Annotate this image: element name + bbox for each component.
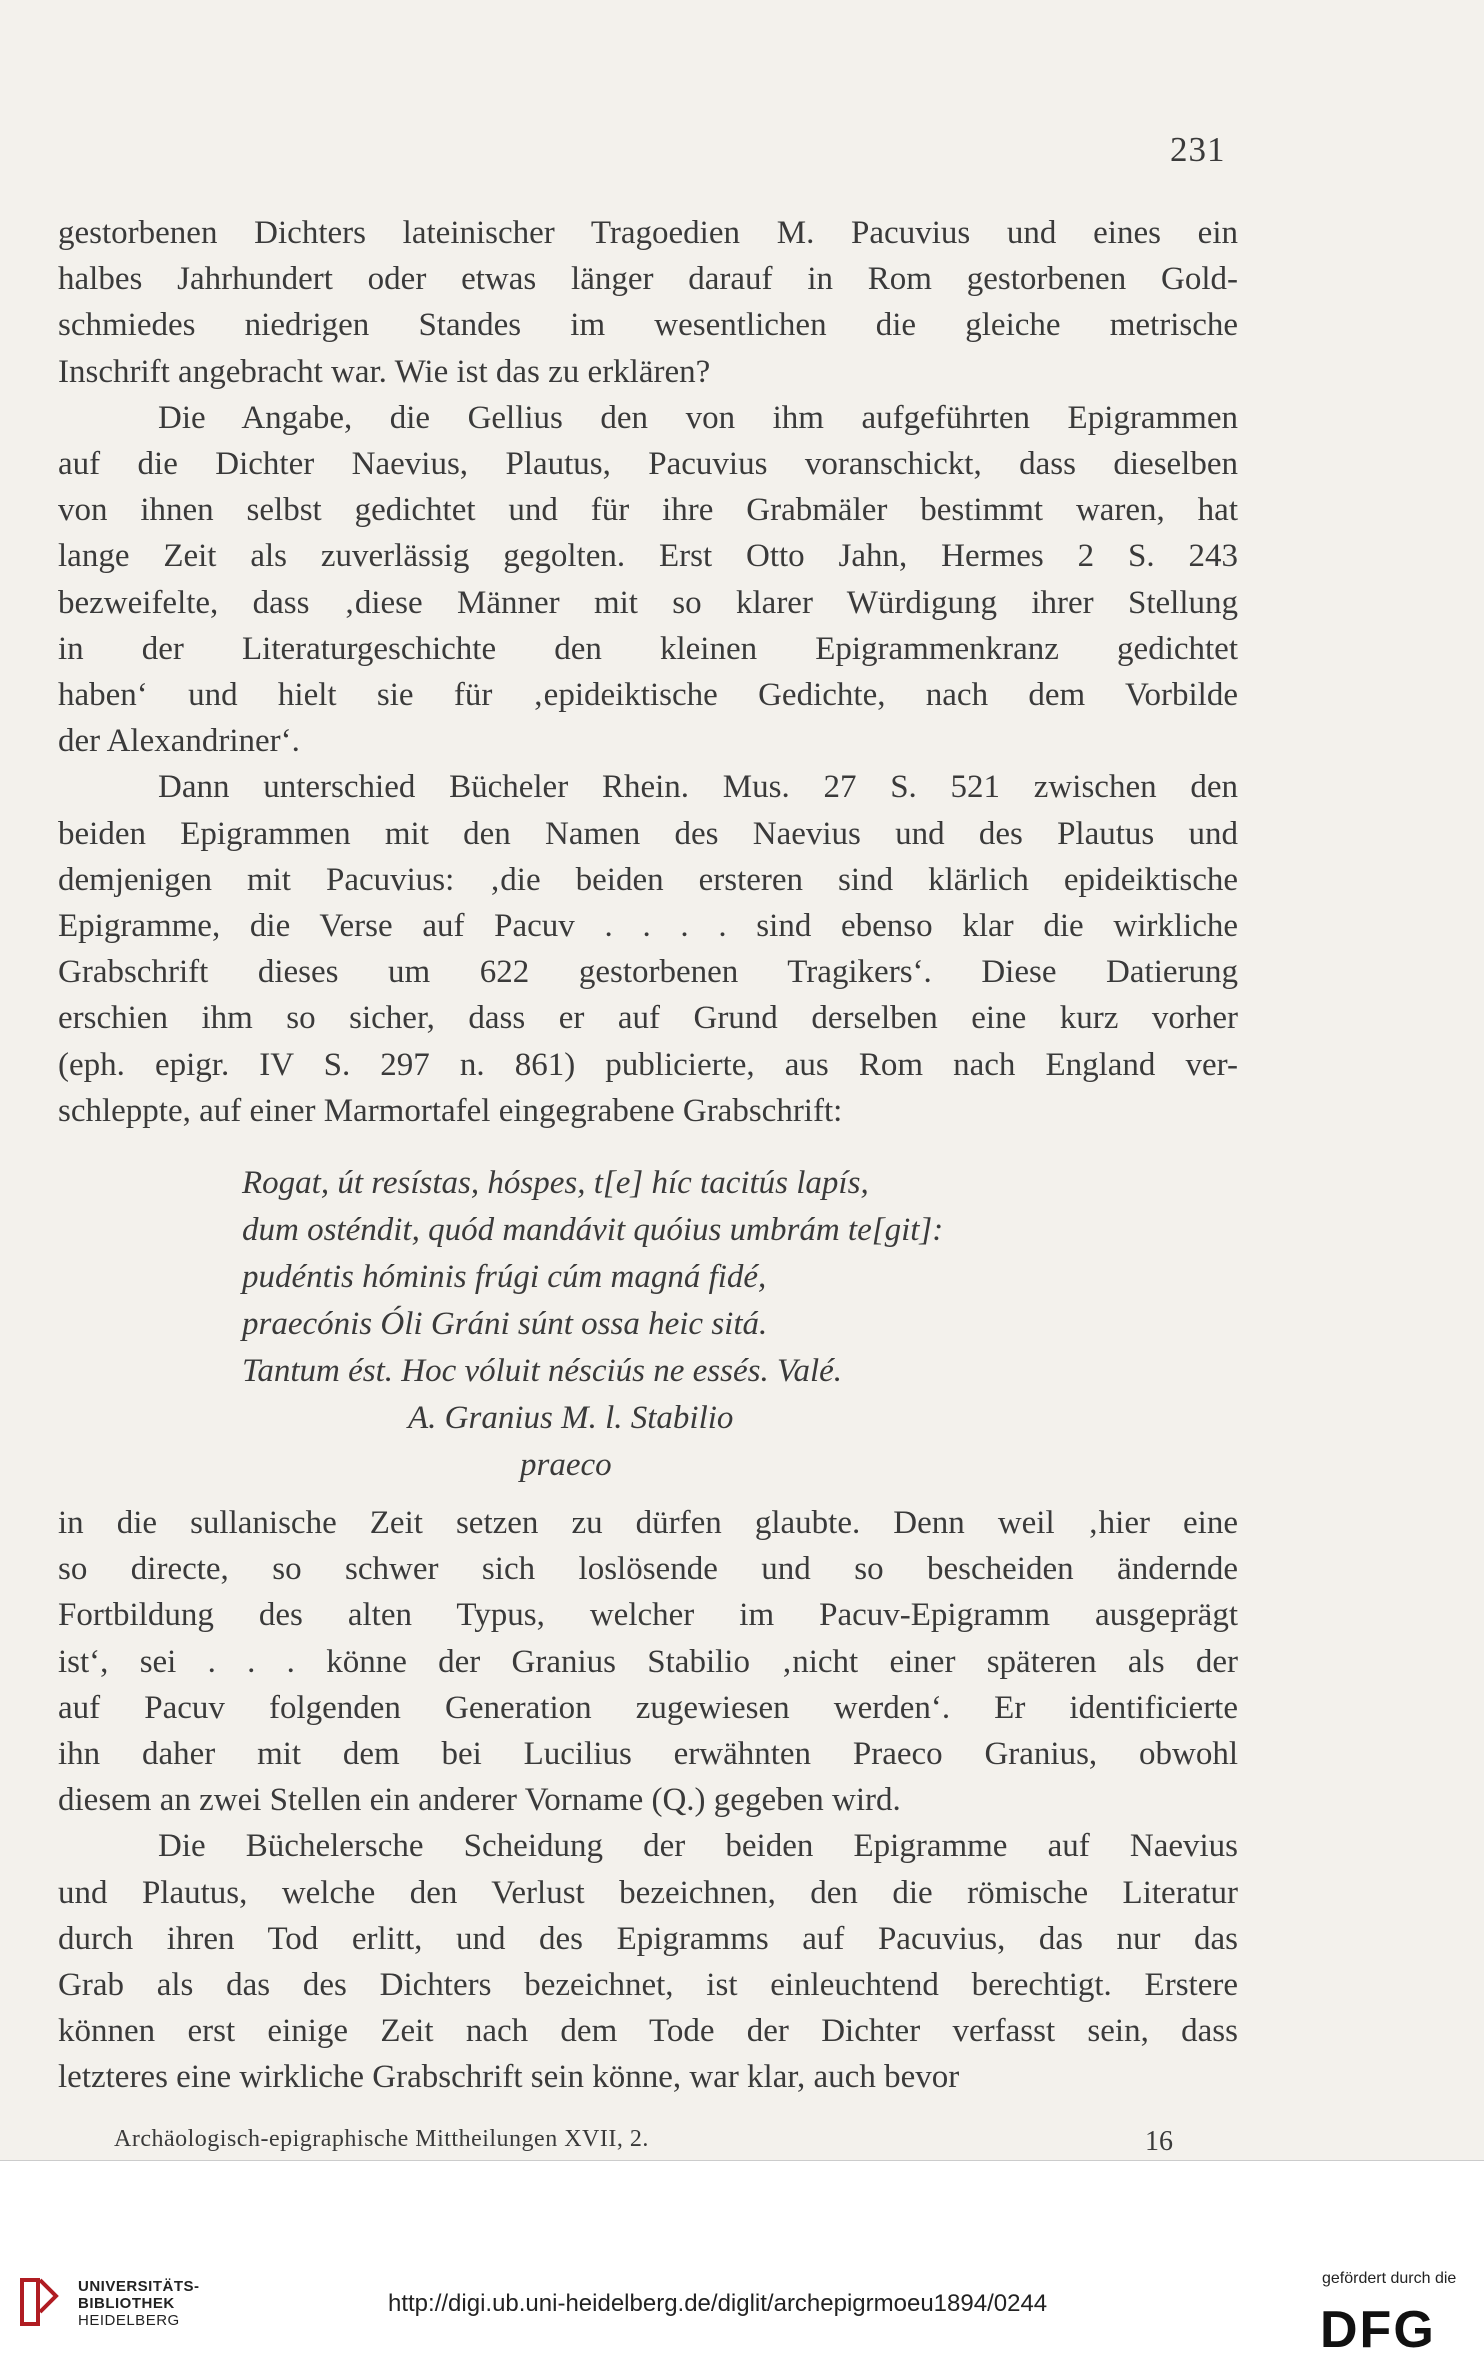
text-line: auf Pacuv folgenden Generation zugewiesen werden‘. Er identificierte — [58, 1689, 1238, 1726]
text-line: ihn daher mit dem bei Lucilius erwähnten Praeco Granius, obwohl — [58, 1736, 1238, 1773]
paragraph — [58, 210, 1238, 395]
paragraph — [58, 395, 1238, 765]
poem-praeco: praeco — [520, 1447, 612, 1483]
text-line: von ihnen selbst gedichtet und für ihre Grabmäler bestimmt waren, hat — [58, 492, 1238, 529]
poem-line: dum osténdit, quód mandávit quóius umbrám te[git]: — [242, 1212, 944, 1248]
text-line: demjenigen mit Pacuvius: ‚die beiden ersteren sind klärlich epideiktische — [58, 861, 1238, 898]
text-line: und Plautus, welche den Verlust bezeichnen, den die römische Literatur — [58, 1874, 1238, 1911]
text-line: Fortbildung des alten Typus, welcher im Pacuv-Epigramm ausgeprägt — [58, 1597, 1238, 1634]
library-line-3: HEIDELBERG — [78, 2312, 180, 2329]
text-line: (eph. epigr. IV S. 297 n. 861) publicierte, aus Rom nach England ver- — [58, 1046, 1238, 1083]
paragraph — [58, 1823, 1238, 2100]
text-line: haben‘ und hielt sie für ‚epideiktische Gedichte, nach dem Vorbilde — [58, 677, 1238, 714]
dfg-logo: DFG — [1320, 2301, 1436, 2359]
funding-caption: gefördert durch die — [1322, 2270, 1457, 2287]
poem-line: Tantum ést. Hoc vóluit nésciús ne essés. Valé. — [242, 1353, 843, 1389]
text-line: letzteres eine wirkliche Grabschrift sein könne, war klar, auch bevor — [58, 2059, 960, 2096]
epitaph-poem — [242, 1160, 943, 1489]
library-name — [78, 2278, 200, 2329]
text-line: so directe, so schwer sich loslösende und so bescheiden ändernde — [58, 1551, 1238, 1588]
text-line: in die sullanische Zeit setzen zu dürfen glaubte. Denn weil ‚hier eine — [58, 1505, 1238, 1541]
poem-line: praecónis Óli Gráni súnt ossa heic sitá. — [242, 1306, 768, 1342]
source-url-link[interactable]: http://digi.ub.uni-heidelberg.de/diglit/archepigrmoeu1894/0244 — [388, 2290, 1048, 2317]
paragraph — [58, 1500, 1238, 1823]
page-number: 231 — [1170, 130, 1226, 169]
poem-signature: A. Granius M. l. Stabilio — [408, 1400, 734, 1436]
text-line: Inschrift angebracht war. Wie ist das zu erklären? — [58, 353, 711, 390]
text-line: schleppte, auf einer Marmortafel eingegrabene Grabschrift: — [58, 1092, 843, 1129]
text-line: Die Angabe, die Gellius den von ihm aufgeführten Epigrammen — [158, 399, 1238, 436]
body-text-bottom — [58, 1500, 1238, 2101]
text-line: lange Zeit als zuverlässig gegolten. Erst Otto Jahn, Hermes 2 S. 243 — [58, 538, 1238, 575]
text-line: Grab als das des Dichters bezeichnet, ist einleuchtend berechtigt. Erstere — [58, 1967, 1238, 2004]
text-line: können erst einige Zeit nach dem Tode der Dichter verfasst sein, dass — [58, 2013, 1238, 2050]
text-line: gestorbenen Dichters lateinischer Tragoedien M. Pacuvius und eines ein — [58, 215, 1238, 251]
poem-line: Rogat, út resístas, hóspes, t[e] híc tacitús lapís, — [242, 1165, 869, 1201]
text-line: erschien ihm so sicher, dass er auf Grund derselben eine kurz vorher — [58, 1000, 1238, 1037]
text-line: Epigramme, die Verse auf Pacuv . . . . sind ebenso klar die wirkliche — [58, 908, 1238, 945]
digitization-bar — [0, 2160, 1484, 2374]
text-line: ist‘, sei . . . könne der Granius Stabilio ‚nicht einer späteren als der — [58, 1643, 1238, 1680]
text-line: diesem an zwei Stellen ein anderer Vorname (Q.) gegeben wird. — [58, 1782, 901, 1819]
text-line: schmiedes niedrigen Standes im wesentlichen die gleiche metrische — [58, 307, 1238, 344]
library-logo-icon — [18, 2276, 60, 2328]
text-line: durch ihren Tod erlitt, und des Epigramms auf Pacuvius, das nur das — [58, 1920, 1238, 1957]
text-line: bezweifelte, dass ‚diese Männer mit so klarer Würdigung ihrer Stellung — [58, 584, 1238, 621]
library-line-1: UNIVERSITÄTS- — [78, 2278, 200, 2295]
text-line: Dann unterschied Bücheler Rhein. Mus. 27 S. 521 zwischen den — [158, 769, 1238, 806]
text-line: auf die Dichter Naevius, Plautus, Pacuvius voranschickt, dass dieselben — [58, 446, 1238, 483]
text-line: Die Büchelersche Scheidung der beiden Epigramme auf Naevius — [158, 1828, 1238, 1865]
body-text-top — [58, 210, 1238, 1134]
text-line: in der Literaturgeschichte den kleinen Epigrammenkranz gedichtet — [58, 630, 1238, 667]
text-line: Grabschrift dieses um 622 gestorbenen Tragikers‘. Diese Datierung — [58, 954, 1238, 991]
poem-line: pudéntis hóminis frúgi cúm magná fidé, — [242, 1259, 767, 1295]
text-line: der Alexandriner‘. — [58, 723, 300, 760]
journal-footer: Archäologisch-epigraphische Mittheilungen XVII, 2. — [114, 2126, 649, 2152]
text-line: halbes Jahrhundert oder etwas länger darauf in Rom gestorbenen Gold- — [58, 261, 1238, 298]
paragraph — [58, 764, 1238, 1134]
text-line: beiden Epigrammen mit den Namen des Naevius und des Plautus und — [58, 815, 1238, 852]
sheet-number: 16 — [1145, 2126, 1173, 2157]
library-line-2: BIBLIOTHEK — [78, 2295, 175, 2312]
